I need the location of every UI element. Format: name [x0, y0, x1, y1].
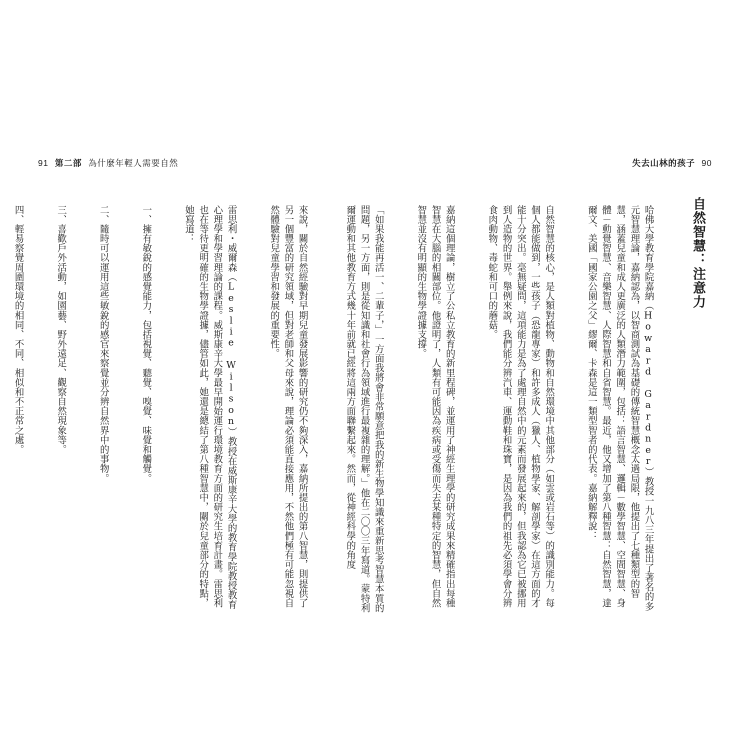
paragraph: 雷思利・威爾森（Leslie Wilson）教授在威斯康辛大學的教育學院教授教育心理學和學習理論的課程。威斯康辛大學最早開始運行環境教育方面的研究生培育計畫。雷思利也在等待更明確的生物學證據，儘管如此，她還是總結了第八種智慧中，關於兒童部分的特點，她寫道： [182, 205, 237, 610]
left-page-body [12, 205, 337, 617]
left-running-title: 為什麼年輕人需要自然 [88, 159, 179, 169]
list-item: 一、擁有敏銳的感覺能力，包括視覺、聽覺、嗅覺、味覺和觸覺。 [140, 205, 152, 484]
left-chapter-label: 第二部 [54, 159, 82, 169]
block-quote: 自然智慧的核心，是人類對植物、動物和自然環境中其他部分（如雲或岩石等）的識別能力。每個人都能做到，一些孩子（恐龍專家）和許多成人（獵人、植物學家、解剖學家）在這方面的才能十分突出。毫無疑問，這項能力是為了處理自然中的元素而發展起來的，但我認為它已被挪用到人造物的世界。舉例來說，我們能分辨汽車、運動鞋和珠寶，是因為我們的祖先必須學會分辨食肉動物、毒蛇和可口的蘑菇。 [486, 205, 555, 608]
list-item: 二、隨時可以運用這些敏銳的感官來察覺並分辨自然界中的事物。 [97, 205, 109, 484]
left-running-head [38, 157, 178, 169]
right-page-body [344, 205, 683, 617]
right-running-head [632, 157, 712, 169]
paragraph: 來說，關於自然經驗對早期兒童發展影響的研究仍不夠深入，嘉納所提出的第八智慧，則提供了另一個豐富的研究領域，但對老師和父母來說，理論必須能直接應用，不然他們極有可能忽視自然體驗對兒童學習和發展的重要性。 [268, 205, 308, 608]
left-page-number: 91 [38, 158, 49, 168]
section-title: 自然智慧：注意力 [690, 197, 705, 309]
paragraph: 「如果我能再活一、二輩子，」一方面我將會非常願意把我的新生物學知識來重新思考智慧本質的問題，另一方面，則是從知識和社會行為領域進行最複雜的理解。」他在二〇〇三年寫道。蒙特利爾運動和其他教育方式幾十年前就已經將這兩方面聯繫起來。然而，從神經科學的角度 [344, 205, 384, 613]
right-page-number: 90 [701, 158, 712, 168]
right-running-title: 失去山林的孩子 [632, 159, 696, 169]
list-item: 三、喜歡戶外活動，如園藝、野外遠足、觀察自然現象等。 [55, 205, 67, 455]
list-item: 四、輕易察覺周圍環境的相同、不同、相似和不正常之處。 [12, 205, 24, 455]
paragraph: 嘉納這個理論，樹立了公私立教育的新里程碑，並運用了神經生理學的研究成果來精確指出每種智慧在大腦的相關部位。他證明了，人類有可能因為疾病或受傷而失去某種特定的智慧，但自然智慧並沒有明顯的生物學證據支撐。 [415, 205, 455, 608]
paragraph: 哈佛大學教育學院嘉納（Howard Gardner）教授一九八三年提出了著名的多元智慧理論，嘉納認為，以智商測試為基礎的傳統智慧概念太過局限，他提出了七種類型的智慧，涵蓋兒童和成人更廣泛的人類潛力範圍，包括：語言智慧、邏輯－數學智慧、空間智慧、身體－動覺智慧、音樂智慧、人際智慧和自省智慧。最近，他又增加了第八種智慧：自然智慧，達爾文、美國「國家公園之父」繆爾、卡森是這一類型智者的代表。嘉納解釋說： [585, 205, 654, 612]
